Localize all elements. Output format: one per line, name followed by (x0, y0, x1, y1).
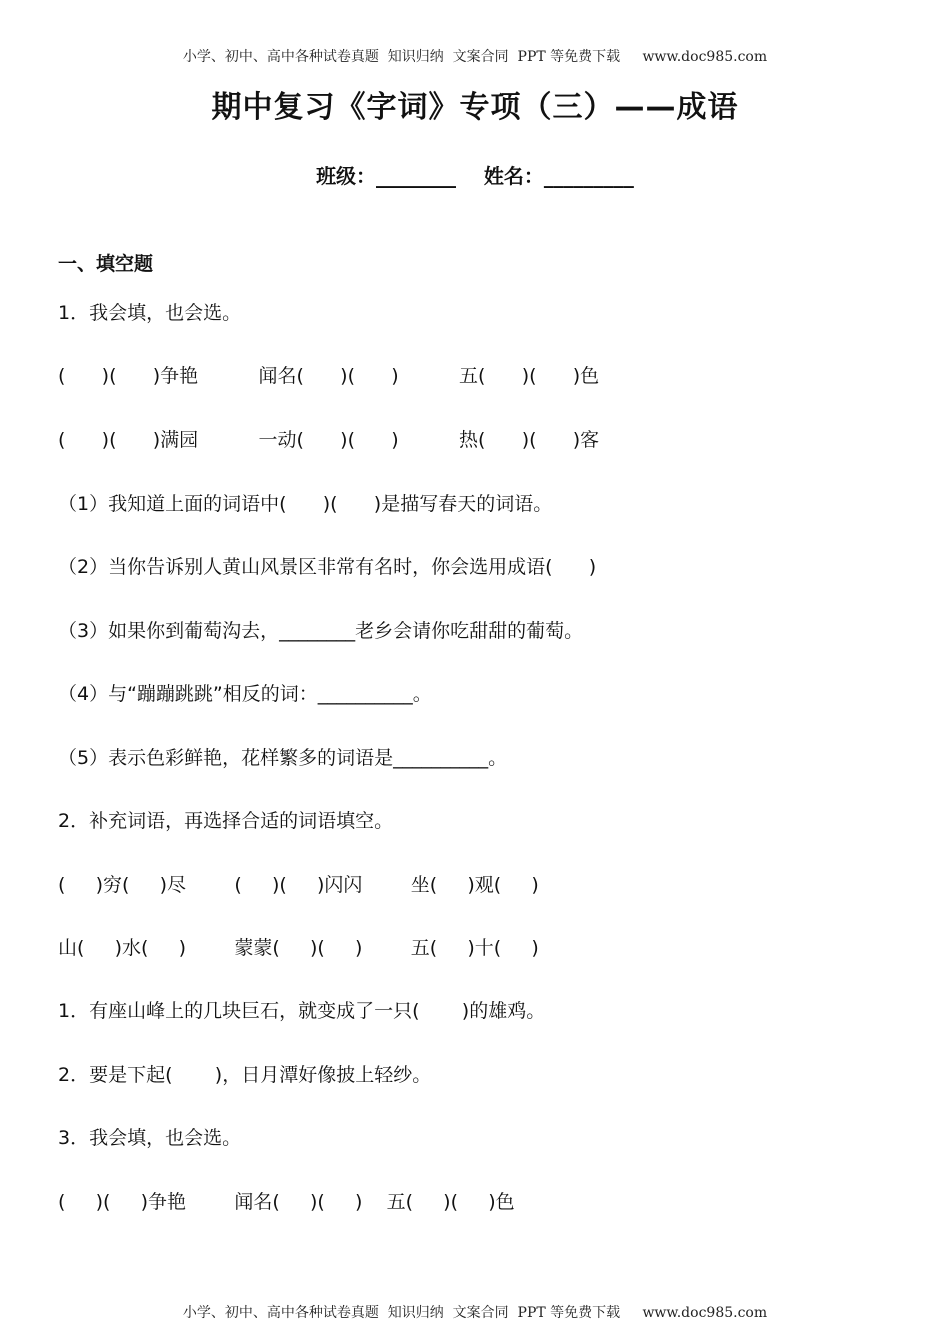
section-heading: 一、填空题 (58, 253, 154, 275)
fill-sentence-1: 1．有座山峰上的几块巨石，就变成了一只( )的雄鸡。 (58, 1000, 546, 1022)
class-name-fields: 班级：________ 姓名：_________ (316, 164, 634, 188)
idiom-row-5: ( )( )争艳 闻名( )( ) 五( )( )色 (58, 1191, 515, 1213)
sub-question-4: （4）与“蹦蹦跳跳”相反的词：__________。 (58, 683, 432, 705)
question-1: 1．我会填，也会选。 (58, 302, 242, 324)
page-footer: 小学、初中、高中各种试卷真题 知识归纳 文案合同 PPT 等免费下载 www.doc985.com (182, 1305, 768, 1321)
idiom-row-2: ( )( )满园 一动( )( ) 热( )( )客 (58, 429, 600, 451)
page-header: 小学、初中、高中各种试卷真题 知识归纳 文案合同 PPT 等免费下载 www.doc985.com (182, 49, 768, 65)
sub-question-3: （3）如果你到葡萄沟去，________老乡会请你吃甜甜的葡萄。 (58, 620, 584, 642)
fill-sentence-2: 2．要是下起( )，日月潭好像披上轻纱。 (58, 1064, 432, 1086)
page-title: 期中复习《字词》专项（三）——成语 (211, 90, 739, 125)
sub-question-1: （1）我知道上面的词语中( )( )是描写春天的词语。 (58, 493, 553, 515)
sub-question-2: （2）当你告诉别人黄山风景区非常有名时，你会选用成语( ) (58, 556, 597, 578)
question-3: 3．我会填，也会选。 (58, 1127, 242, 1149)
idiom-row-3: ( )穷( )尽 ( )( )闪闪 坐( )观( ) (58, 874, 539, 896)
idiom-row-4: 山( )水( ) 蒙蒙( )( ) 五( )十( ) (58, 937, 539, 959)
sub-question-5: （5）表示色彩鲜艳，花样繁多的词语是__________。 (58, 747, 508, 769)
question-2: 2．补充词语，再选择合适的词语填空。 (58, 810, 394, 832)
idiom-row-1: ( )( )争艳 闻名( )( ) 五( )( )色 (58, 365, 600, 387)
